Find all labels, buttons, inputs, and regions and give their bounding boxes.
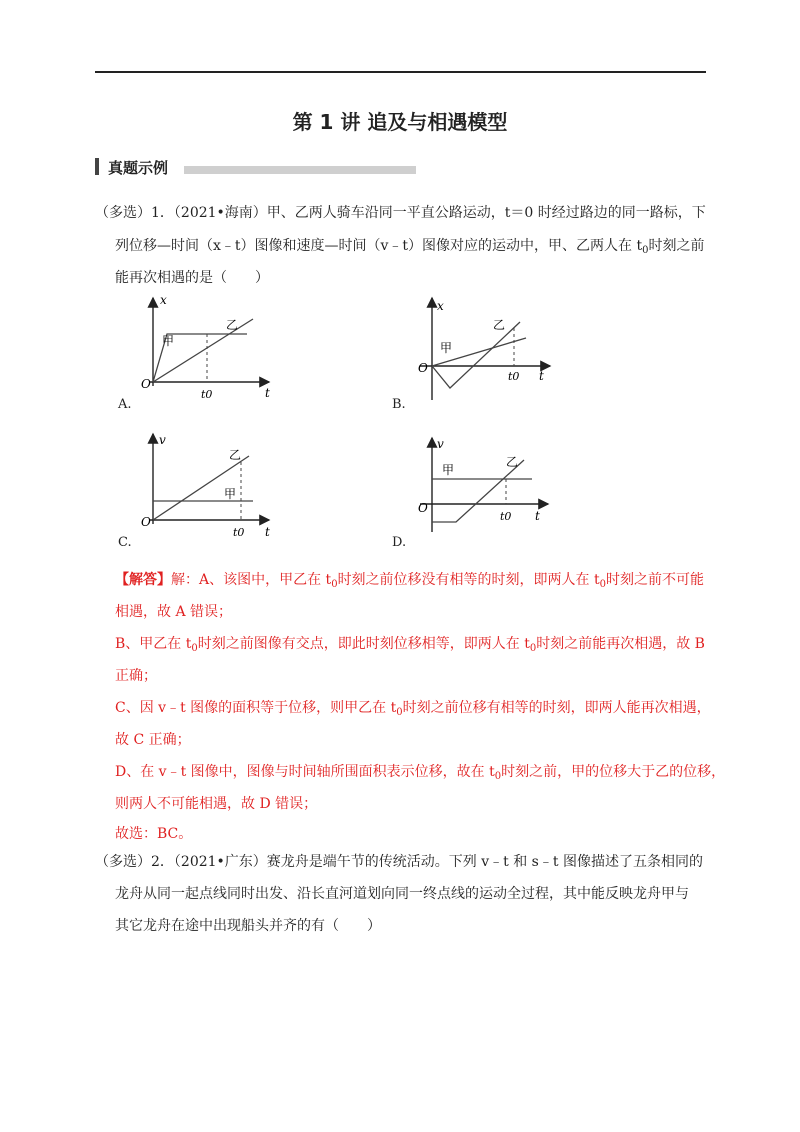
section-marker [95, 158, 99, 175]
graph-a [135, 290, 280, 410]
answer-line-9: 故选：BC。 [115, 826, 193, 842]
graph-d-y-label: v [437, 437, 444, 451]
answer-line-8: 则两人不可能相遇，故 D 错误； [115, 796, 318, 812]
answer-line-6: 故 C 正确； [115, 732, 191, 748]
graph-a-yi-label: 乙 [226, 318, 239, 332]
section-label: 真题示例 [108, 159, 169, 177]
graph-d-yi-label: 乙 [506, 455, 519, 469]
q1-line-1: （多选）1．（2021•海南）甲、乙两人骑车沿同一平直公路运动，t＝0 时经过路边的同一路标，下 [95, 205, 706, 221]
page-title: 第 1 讲 追及与相遇模型 [292, 110, 508, 134]
q2-line-3: 其它龙舟在途中出现船头并齐的有（ ） [115, 918, 381, 934]
graph-a-origin: O [141, 377, 151, 391]
top-rule [95, 71, 706, 73]
graph-d-t0-label: t0 [500, 510, 512, 523]
option-a: A. [118, 397, 132, 412]
graph-c-y-label: v [159, 433, 166, 447]
graph-b-t0-label: t0 [508, 370, 520, 383]
graph-c [135, 428, 280, 540]
graph-d [412, 432, 557, 540]
graph-c-origin: O [141, 515, 151, 529]
graph-a-jia-label: 甲 [162, 334, 175, 348]
graph-b [412, 292, 557, 404]
q1-line-3: 能再次相遇的是（ ） [115, 270, 269, 286]
option-d: D. [392, 535, 407, 550]
q2-line-1: （多选）2．（2021•广东）赛龙舟是端午节的传统活动。下列 v﹣t 和 s﹣t 图像描述了五条相同的 [95, 854, 703, 870]
graph-a-y-label: x [160, 293, 167, 307]
graph-d-jia-label: 甲 [442, 463, 455, 477]
option-c: C. [118, 535, 132, 550]
graph-c-x-label: t [265, 525, 270, 539]
answer-line-2: 相遇，故 A 错误； [115, 604, 233, 620]
graph-a-x-label: t [265, 386, 270, 400]
graph-b-line-yi [432, 322, 520, 388]
graph-d-x-label: t [535, 509, 540, 523]
answer-line-4: 正确； [115, 668, 157, 684]
q2-line-2: 龙舟从同一起点线同时出发、沿长直河道划向同一终点线的运动全过程，其中能反映龙舟甲与 [115, 886, 689, 902]
graph-a-t0-label: t0 [201, 388, 213, 401]
graph-c-jia-label: 甲 [224, 487, 237, 501]
graph-b-jia-label: 甲 [440, 341, 453, 355]
q1-line-2: 列位移—时间（x﹣t）图像和速度—时间（v﹣t）图像对应的运动中，甲、乙两人在 $t_0$时刻之前 [115, 238, 705, 256]
graph-c-t0-label: t0 [233, 526, 245, 539]
graph-b-y-label: x [437, 299, 444, 313]
graph-c-yi-label: 乙 [229, 448, 242, 462]
graph-b-x-label: t [539, 369, 544, 383]
answer-line-7: D、在 v﹣t 图像中，图像与时间轴所围面积表示位移，故在 $t_0$时刻之前，甲的位移大于乙的位移， [115, 764, 726, 782]
graph-d-origin: O [418, 501, 428, 515]
answer-line-5: C、因 v﹣t 图像的面积等于位移，则甲乙在 $t_0$时刻之前位移有相等的时刻，即两人能再次相遇， [115, 700, 711, 718]
graph-b-origin: O [418, 361, 428, 375]
section-underline [184, 166, 416, 174]
answer-line-1: 【解答】解：A、该图中，甲乙在 $t_0$时刻之前位移没有相等的时刻，即两人在 $t_0$时刻之前不可能 [115, 572, 705, 590]
graph-b-yi-label: 乙 [493, 318, 506, 332]
answer-line-3: B、甲乙在 $t_0$时刻之前图像有交点，即此时刻位移相等，即两人在 $t_0$时刻之前能再次相遇，故 B [115, 636, 705, 654]
option-b: B. [392, 397, 406, 412]
